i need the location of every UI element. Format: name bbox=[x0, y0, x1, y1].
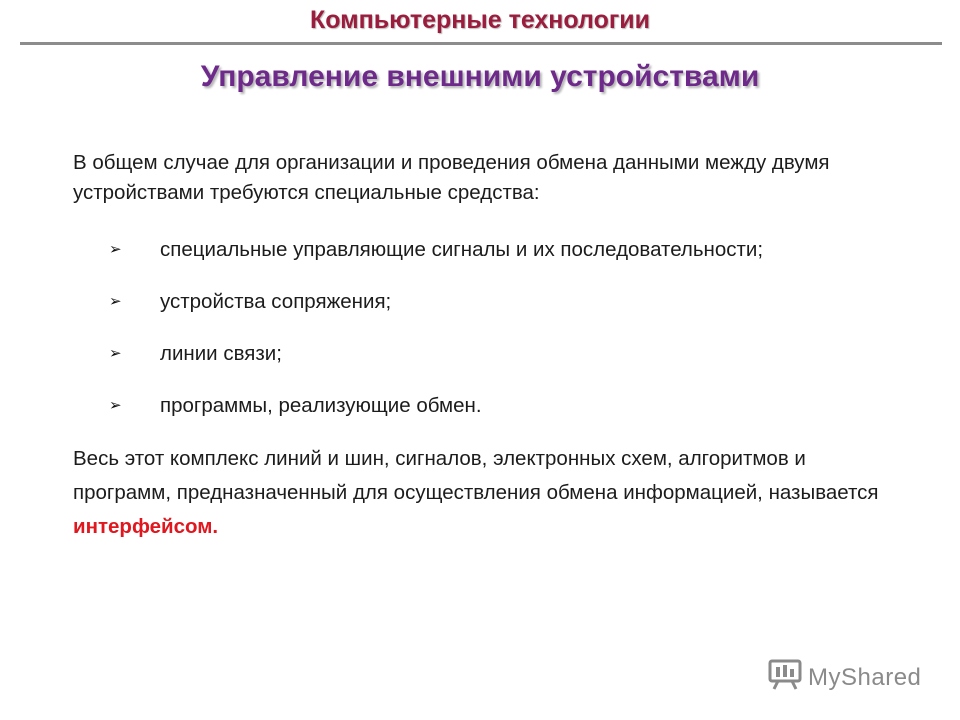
list-item-text: специальные управляющие сигналы и их последовательности; bbox=[160, 238, 764, 261]
arrowhead-bullet-icon: ➢ bbox=[109, 241, 122, 258]
slide-title: Управление внешними устройствами bbox=[200, 60, 760, 93]
header-divider bbox=[20, 42, 942, 45]
watermark-brand-text: MyShared bbox=[808, 663, 922, 691]
list-item bbox=[73, 328, 903, 380]
presentation-board-icon bbox=[768, 658, 802, 697]
slide-content bbox=[73, 148, 903, 544]
list-item-text: устройства сопряжения; bbox=[160, 290, 392, 313]
list-item-text: линии связи; bbox=[160, 342, 282, 365]
conclusion-text: Весь этот комплекс линий и шин, сигналов, электронных схем, алгоритмов и программ, предназначенный для осуществления обмена информацией, называется bbox=[73, 447, 879, 504]
list-item bbox=[73, 276, 903, 328]
list-item bbox=[73, 224, 903, 276]
header-title: Компьютерные технологии bbox=[309, 6, 651, 34]
conclusion-paragraph bbox=[73, 442, 903, 544]
arrowhead-bullet-icon: ➢ bbox=[109, 345, 122, 362]
bullet-list bbox=[73, 224, 903, 432]
intro-paragraph: В общем случае для организации и проведения обмена данными между двумя устройствами требуются специальные средства: bbox=[73, 151, 830, 204]
list-item-text: программы, реализующие обмен. bbox=[160, 394, 482, 417]
list-item bbox=[73, 380, 903, 432]
arrowhead-bullet-icon: ➢ bbox=[109, 397, 122, 414]
interface-term-highlight: интерфейсом. bbox=[73, 515, 219, 538]
arrowhead-bullet-icon: ➢ bbox=[109, 293, 122, 310]
myshared-watermark bbox=[768, 658, 921, 697]
